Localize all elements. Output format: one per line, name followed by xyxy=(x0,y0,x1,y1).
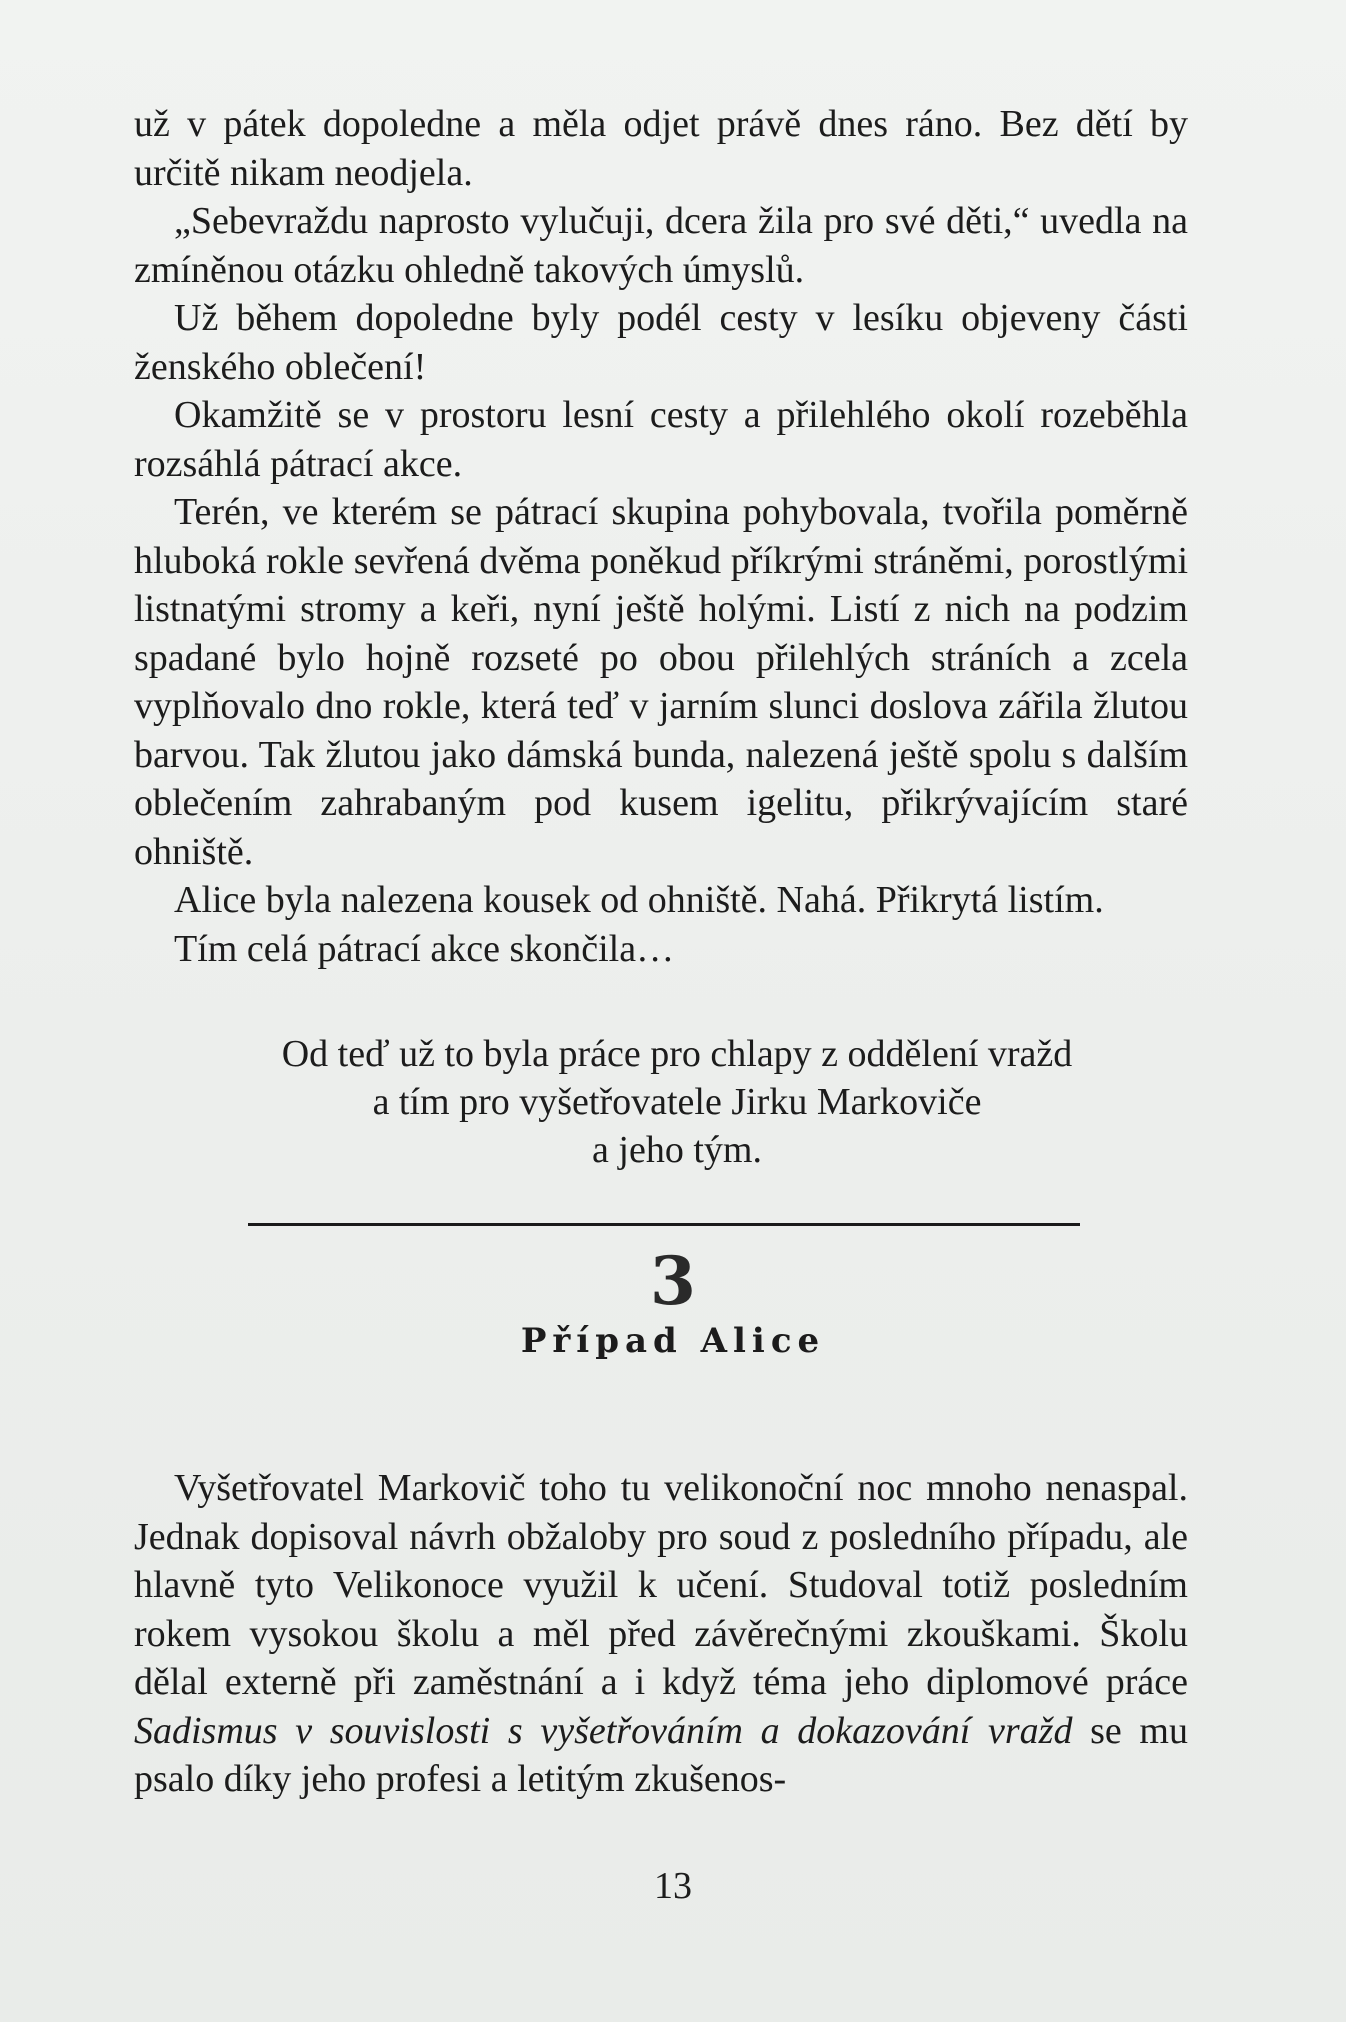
thesis-title-italic: Sadismus v souvislosti s vyšetřováním a dokazování vražd xyxy=(134,1709,1073,1752)
paragraph: Okamžitě se v prostoru lesní cesty a přilehlého okolí rozeběhla rozsáhlá pátrací akce. xyxy=(134,394,1188,485)
paragraph: Terén, ve kterém se pátrací skupina pohybovala, tvořila poměrně hluboká rokle sevřená dvěma poněkud příkrými stráněmi, porostlými listnatými stromy a keři, nyní ještě holými. Listí z nich na podzim spadané bylo hojně rozseté po obou přilehlých stráních a zcela vyplňovalo dno rokle, která teď v jarním slunci doslova zářila žlutou barvou. Tak žlutou jako dámská bunda, nalezená ještě spolu s dalším oblečením zahrabaným pod kusem igelitu, přikrývajícím staré ohniště. xyxy=(134,491,1188,873)
page-number: 13 xyxy=(654,1865,692,1907)
chapter-title: Případ Alice xyxy=(520,1321,826,1361)
paragraph-continued: už v pátek dopoledne a měla odjet právě dnes ráno. Bez dětí by určitě nikam neodjela. xyxy=(134,103,1188,194)
chapter-paragraph-text: se mu psalo díky jeho profesi a letitým zkušenos- xyxy=(134,1709,1188,1800)
closing-line: a tím pro vyšetřovatele Jirku Markoviče xyxy=(372,1081,982,1123)
paragraph-quote: „Sebevraždu naprosto vylučuji, dcera žila pro své děti,“ uvedla na zmíněnou otázku ohledně takových úmyslů. xyxy=(134,200,1188,291)
closing-line: a jeho tým. xyxy=(592,1129,762,1171)
paragraph: Alice byla nalezena kousek od ohniště. Nahá. Přikrytá listím. xyxy=(174,879,1104,921)
chapter-paragraph xyxy=(134,1464,1188,1804)
body-text-chapter xyxy=(134,1464,1188,1804)
body-text-top xyxy=(134,100,1188,973)
chapter-paragraph-text: Vyšetřovatel Markovič toho tu velikonoční noc mnoho nenaspal. Jednak dopisoval návrh obžaloby pro soud z posledního případu, ale hlavně tyto Velikonoce využil k učení. Studoval totiž posledním rokem vysokou školu a měl před závěrečnými zkouškami. Školu dělal externě při zaměstnání a i když téma jeho diplomové práce xyxy=(134,1467,1188,1703)
closing-line: Od teď už to byla práce pro chlapy z oddělení vražd xyxy=(281,1033,1073,1075)
paragraph: Tím celá pátrací akce skončila… xyxy=(174,927,675,970)
paragraph: Už během dopoledne byly podél cesty v lesíku objeveny části ženského oblečení! xyxy=(134,297,1188,388)
closing-lines xyxy=(134,1030,1220,1174)
chapter-number: 3 xyxy=(650,1242,696,1320)
chapter-divider xyxy=(248,1223,1080,1226)
